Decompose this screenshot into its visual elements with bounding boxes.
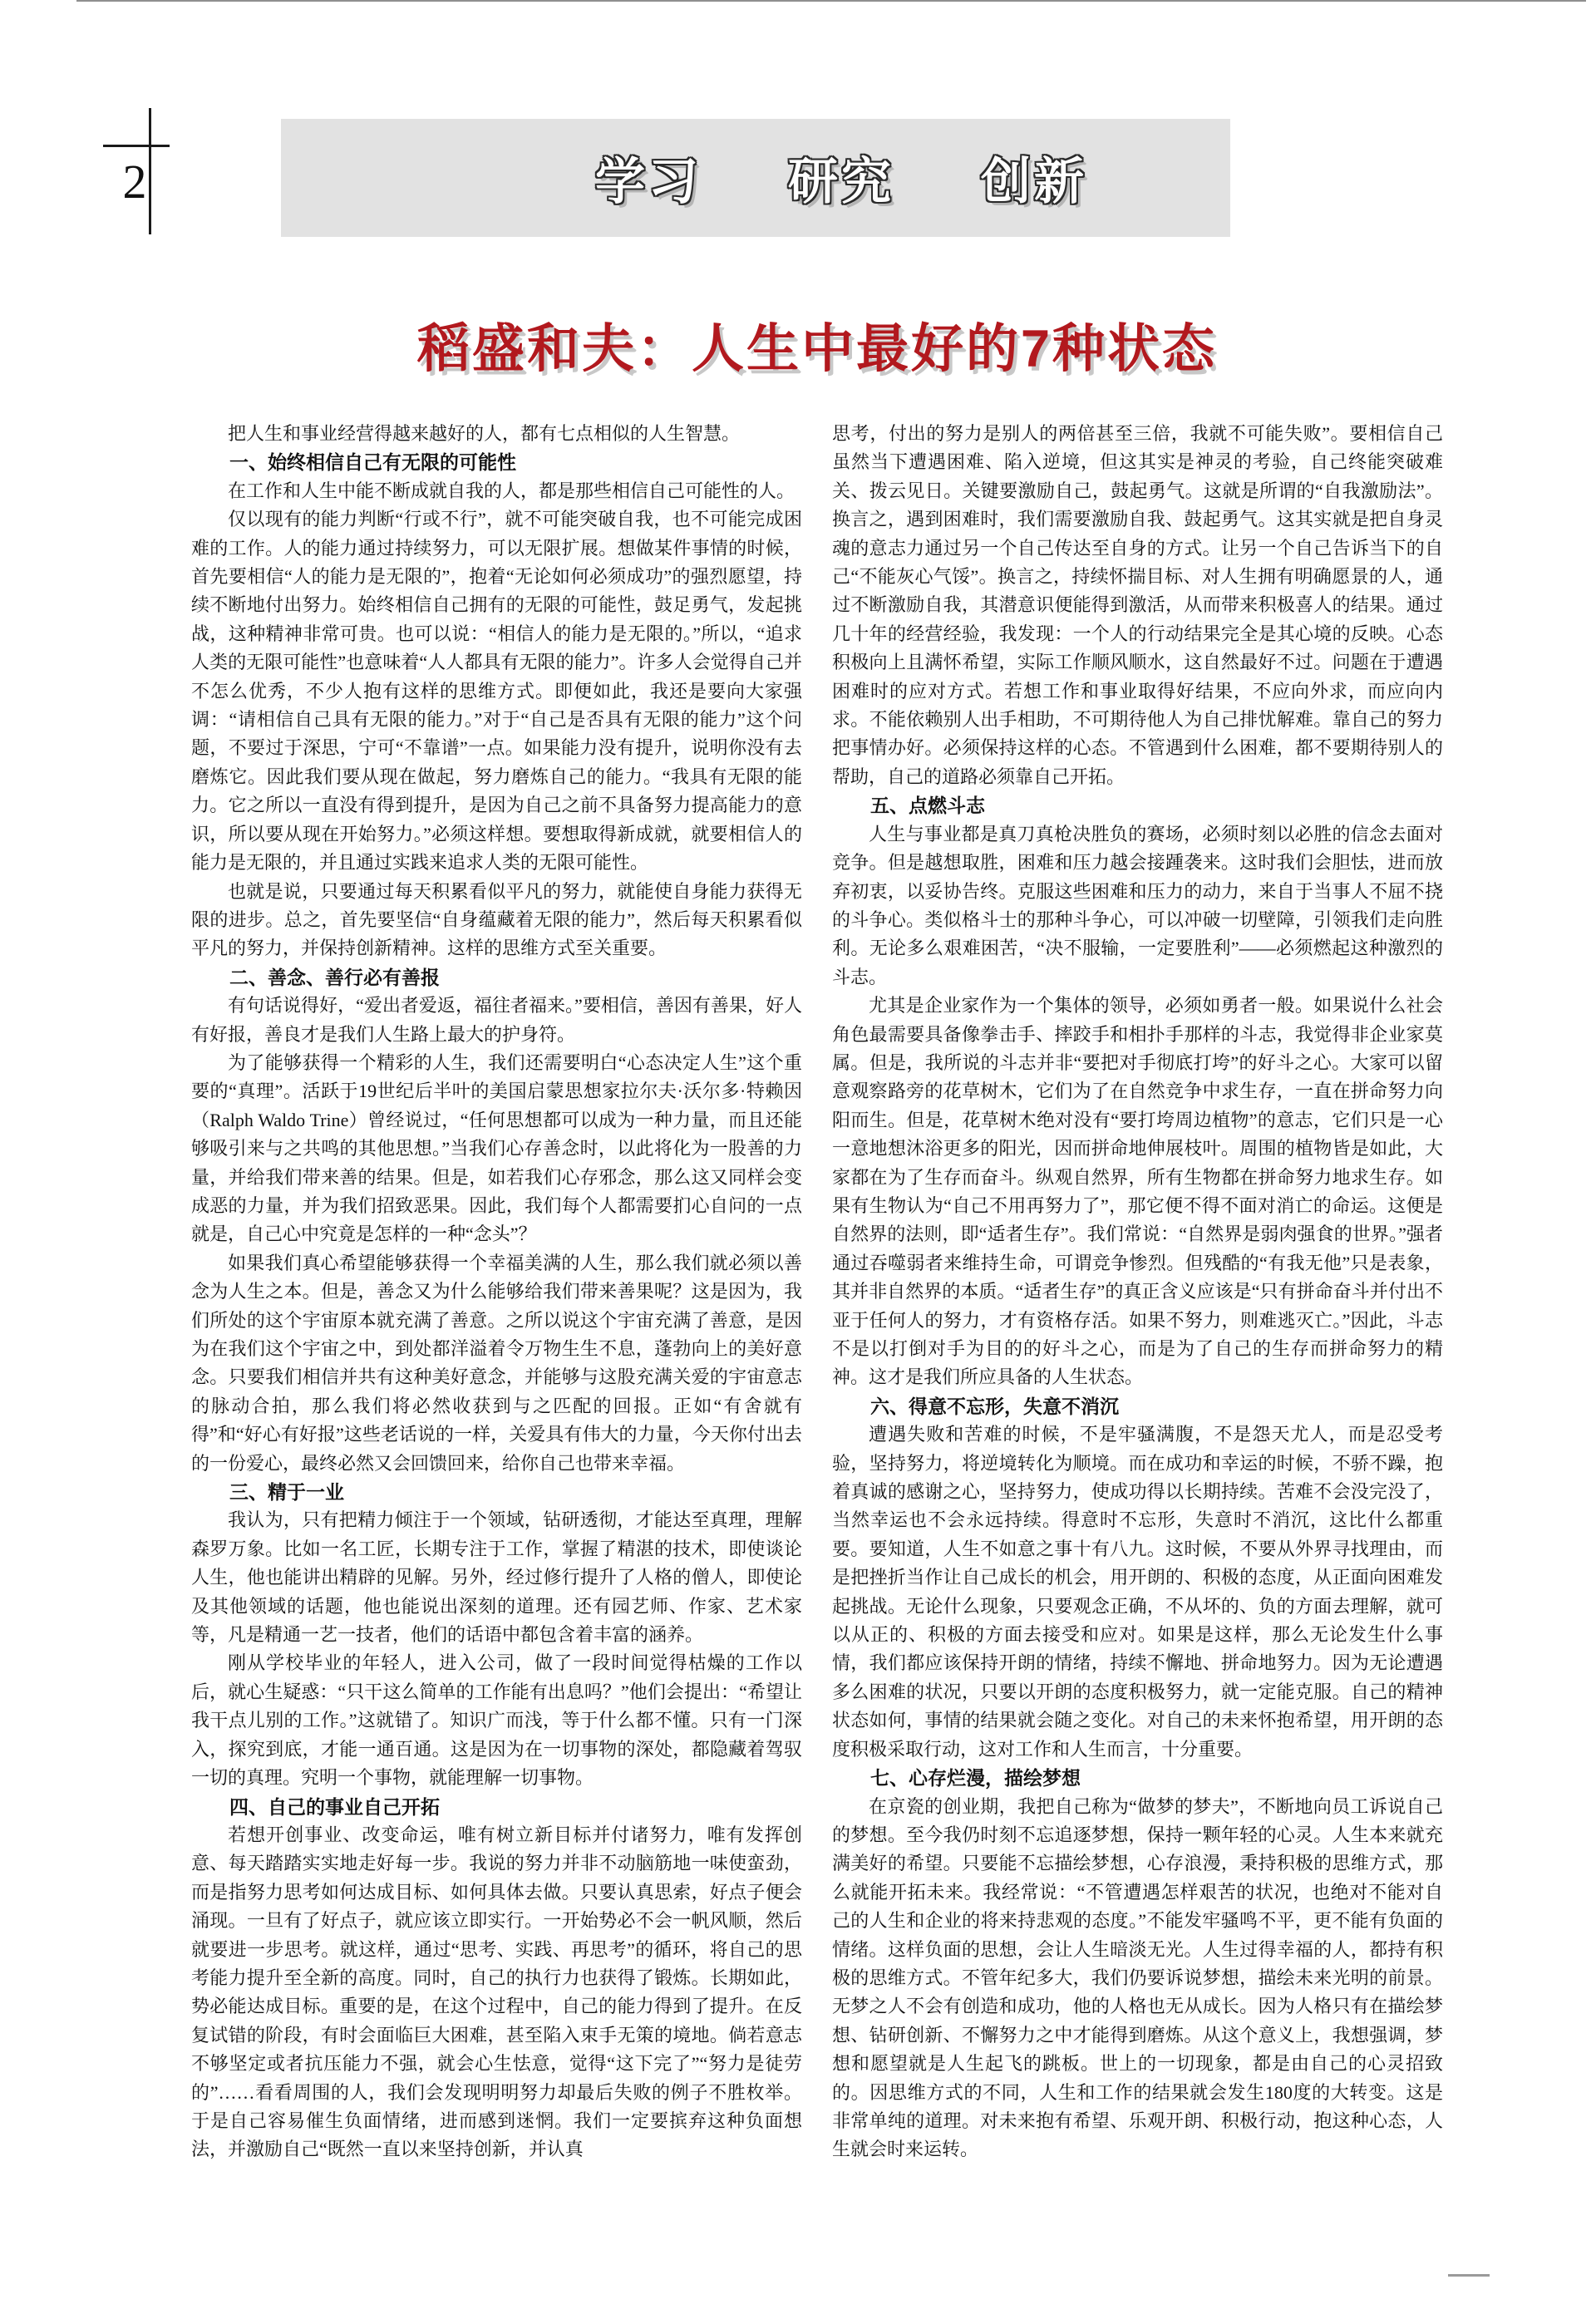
section-heading: 三、精于一业 bbox=[229, 1481, 344, 1504]
top-trim-rule bbox=[76, 0, 1586, 2]
body-paragraph: 有句话说得好，“爱出者爱返，福往者福来。”要相信，善因有善果，好人有好报，善良才是我们人生路上最大的护身符。 bbox=[191, 995, 802, 1045]
body-paragraph: 人生与事业都是真刀真枪决胜负的赛场，必须时刻以必胜的信念去面对竞争。但是越想取胜，困难和压力越会接踵袭来。这时我们会胆怯，进而放弃初衷，以妥协告终。克服这些困难和压力的动力，来自于当事人不屈不挠的斗争心。类似格斗士的那种斗争心，可以冲破一切壁障，引领我们走向胜利。无论多么艰难困苦，“决不服输，一定要胜利”——必须燃起这种激烈的斗志。 bbox=[832, 823, 1443, 987]
body-paragraph: 为了能够获得一个精彩的人生，我们还需要明白“心态决定人生”这个重要的“真理”。活跃于19世纪后半叶的美国启蒙思想家拉尔夫·沃尔多·特赖因（Ralph Waldo Trine）曾经说过，“任何思想都可以成为一种力量，而且还能够吸引来与之共鸣的其他思想。”当我们心存善念时，以此将化为一股善的力量，并给我们带来善的结果。但是，如若我们心存邪念，那么这又同样会变成恶的力量，并为我们招致恶果。因此，我们每个人都需要扪心自问的一点就是，自己心中究竟是怎样的一种“念头”？ bbox=[191, 1051, 802, 1245]
body-paragraph: 若想开创事业、改变命运，唯有树立新目标并付诸努力，唯有发挥创意、每天踏踏实实地走好每一步。我说的努力并非不动脑筋地一味使蛮劲，而是指努力思考如何达成目标、如何具体去做。只要认真思索，好点子便会涌现。一旦有了好点子，就应该立即实行。一开始势必不会一帆风顺，然后就要进一步思考。就这样，通过“思考、实践、再思考”的循环，将自己的思考能力提升至全新的高度。同时，自己的执行力也获得了锻炼。长期如此，势必能达成目标。重要的是，在这个过程中，自己的能力得到了提升。在反复试错的阶段，有时会面临巨大困难，甚至陷入束手无策的境地。倘若意志不够坚定或者抗压能力不强，就会心生怯意，觉得“这下完了”“努力是徒劳的”……看看周围的人，我们会发现明明努力却最后失败的例子不胜枚举。于是自己容易催生负面情绪，进而感到迷惘。我们一定要摈弃这种负面想法，并激励自己“既然一直以来坚持创新，并认真 bbox=[191, 1824, 802, 2160]
section-heading: 二、善念、善行必有善报 bbox=[229, 966, 440, 988]
section-heading: 六、得意不忘形，失意不消沉 bbox=[870, 1395, 1119, 1417]
body-paragraph: 我认为，只有把精力倾注于一个领域，钻研透彻，才能达至真理，理解森罗万象。比如一名工匠，长期专注于工作，掌握了精湛的技术，即使谈论人生，他也能讲出精辟的见解。另外，经过修行提升了人格的僧人，即使论及其他领域的话题，他也能说出深刻的道理。还有园艺师、作家、艺术家等，凡是精通一艺一技者，他们的话语中都包含着丰富的涵养。 bbox=[191, 1509, 802, 1646]
banner-word-study: 学习 bbox=[595, 154, 702, 209]
section-heading: 五、点燃斗志 bbox=[870, 795, 985, 817]
body-paragraph: 遭遇失败和苦难的时候，不是牢骚满腹，不是怨天尤人，而是忍受考验，坚持努力，将逆境转化为顺境。而在成功和幸运的时候，不骄不躁，抱着真诚的感谢之心，坚持努力，使成功得以长期持续。苦难不会没完没了，当然幸运也不会永远持续。得意时不忘形，失意时不消沉，这比什么都重要。要知道，人生不如意之事十有八九。这时候，不要从外界寻找理由，而是把挫折当作让自己成长的机会，用开朗的、积极的态度，从正面向困难发起挑战。无论什么现象，只要观念正确，不从坏的、负的方面去理解，就可以从正的、积极的方面去接受和应对。如果是这样，那么无论发生什么事情，我们都应该保持开朗的情绪，持续不懈地、拼命地努力。因为无论遭遇多么困难的状况，只要以开朗的态度积极努力，就一定能克服。自己的精神状态如何，事情的结果就会随之变化。对自己的未来怀抱希望，用开朗的态度积极采取行动，这对工作和人生而言，十分重要。 bbox=[832, 1424, 1443, 1760]
body-paragraph: 在工作和人生中能不断成就自我的人，都是那些相信自己可能性的人。 bbox=[228, 480, 796, 501]
banner-word-innovate: 创新 bbox=[981, 154, 1087, 209]
body-paragraph: 在京瓷的创业期，我把自己称为“做梦的梦夫”，不断地向员工诉说自己的梦想。至今我仍时刻不忘追逐梦想，保持一颗年轻的心灵。人生本来就充满美好的希望。只要能不忘描绘梦想，心存浪漫，秉持积极的思维方式，那么就能开拓未来。我经常说：“不管遭遇怎样艰苦的状况，也绝对不能对自己的人生和企业的将来持悲观的态度。”不能发牢骚鸣不平，更不能有负面的情绪。这样负面的思想，会让人生暗淡无光。人生过得幸福的人，都持有积极的思维方式。不管年纪多大，我们仍要诉说梦想，描绘未来光明的前景。无梦之人不会有创造和成功，他的人格也无从成长。因为人格只有在描绘梦想、钻研创新、不懈努力之中才能得到磨炼。从这个意义上，我想强调，梦想和愿望就是人生起飞的跳板。世上的一切现象，都是由自己的心灵招致的。因思维方式的不同，人生和工作的结果就会发生180度的大转变。这是非常单纯的道理。对未来抱有希望、乐观开朗、积极行动，抱这种心态，人生就会时来运转。 bbox=[832, 1795, 1443, 2160]
body-paragraph: 也就是说，只要通过每天积累看似平凡的努力，就能使自身能力获得无限的进步。总之，首先要坚信“自身蕴藏着无限的能力”，然后每天积累看似平凡的努力，并保持创新精神。这样的思维方式至关重要。 bbox=[191, 880, 802, 959]
registration-mark-horizontal bbox=[103, 145, 170, 147]
body-paragraph: 仅以现有的能力判断“行或不行”，就不可能突破自我，也不可能完成困难的工作。人的能力通过持续努力，可以无限扩展。想做某件事情的时候，首先要相信“人的能力是无限的”，抱着“无论如何必须成功”的强烈愿望，持续不断地付出努力。始终相信自己拥有的无限的可能性，鼓足勇气，发起挑战，这种精神非常可贵。也可以说：“相信人的能力是无限的。”所以，“追求人类的无限可能性”也意味着“人人都具有无限的能力”。许多人会觉得自己并不怎么优秀，不少人抱有这样的思维方式。即便如此，我还是要向大家强调：“请相信自己具有无限的能力。”对于“自己是否具有无限的能力”这个问题，不要过于深思，宁可“不靠谱”一点。如果能力没有提升，说明你没有去磨炼它。因此我们要从现在做起，努力磨炼自己的能力。“我具有无限的能力。它之所以一直没有得到提升，是因为自己之前不具备努力提高能力的意识，所以要从现在开始努力。”必须这样想。要想取得新成就，就要相信人的能力是无限的，并且通过实践来追求人类的无限可能性。 bbox=[191, 509, 802, 874]
bottom-trim-mark bbox=[1448, 2274, 1490, 2277]
article-title: 稻盛和夫：人生中最好的7种状态 bbox=[416, 320, 1218, 378]
article-body bbox=[191, 420, 1443, 2164]
section-heading: 一、始终相信自己有无限的可能性 bbox=[229, 451, 516, 474]
page-number: 2 bbox=[122, 155, 147, 209]
body-paragraph: 刚从学校毕业的年轻人，进入公司，做了一段时间觉得枯燥的工作以后，就心生疑惑：“只干这么简单的工作能有出息吗？”他们会提出：“希望让我干点儿别的工作。”这就错了。知识广而浅，等于什么都不懂。只有一门深入，探究到底，才能一通百通。这是因为在一切事物的深处，都隐藏着驾驭一切的真理。究明一个事物，就能理解一切事物。 bbox=[191, 1652, 802, 1789]
header-banner bbox=[281, 119, 1230, 237]
body-paragraph: 把人生和事业经营得越来越好的人，都有七点相似的人生智慧。 bbox=[228, 423, 741, 444]
article-column-right bbox=[832, 420, 1443, 2164]
body-paragraph: 尤其是企业家作为一个集体的领导，必须如勇者一般。如果说什么社会角色最需要具备像拳击手、摔跤手和相扑手那样的斗志，我觉得非企业家莫属。但是，我所说的斗志并非“要把对手彻底打垮”的好斗之心。大家可以留意观察路旁的花草树木，它们为了在自然竞争中求生存，一直在拼命努力向阳而生。但是，花草树木绝对没有“要打垮周边植物”的意志，它们只是一心一意地想沐浴更多的阳光，因而拼命地伸展枝叶。周围的植物皆是如此，大家都在为了生存而奋斗。纵观自然界，所有生物都在拼命努力地求生存。如果有生物认为“自己不用再努力了”，那它便不得不面对消亡的命运。这便是自然界的法则，即“适者生存”。我们常说：“自然界是弱肉强食的世界。”强者通过吞噬弱者来维持生命，可谓竞争惨烈。但残酷的“有我无他”只是表象，其并非自然界的本质。“适者生存”的真正含义应该是“只有拼命奋斗并付出不亚于任何人的努力，才有资格存活。如果不努力，则难逃灭亡。”因此，斗志不是以打倒对手为目的的好斗之心，而是为了自己的生存而拼命努力的精神。这才是我们所应具备的人生状态。 bbox=[832, 995, 1443, 1388]
article-column-left bbox=[191, 420, 802, 2164]
banner-word-research: 研究 bbox=[788, 154, 894, 209]
body-paragraph: 如果我们真心希望能够获得一个幸福美满的人生，那么我们就必须以善念为人生之本。但是，善念又为什么能够给我们带来善果呢？这是因为，我们所处的这个宇宙原本就充满了善意。之所以说这个宇宙充满了善意，是因为在我们这个宇宙之中，到处都洋溢着令万物生生不息，蓬勃向上的美好意念。只要我们相信并共有这种美好意念，并能够与这股充满关爱的宇宙意志的脉动合拍，那么我们将必然收获到与之匹配的回报。正如“有舍就有得”和“好心有好报”这些老话说的一样，关爱具有伟大的力量，今天你付出去的一份爱心，最终必然又会回馈回来，给你自己也带来幸福。 bbox=[191, 1252, 802, 1474]
section-heading: 七、心存烂漫，描绘梦想 bbox=[870, 1767, 1081, 1790]
section-heading: 四、自己的事业自己开拓 bbox=[229, 1795, 440, 1818]
body-paragraph: 思考，付出的努力是别人的两倍甚至三倍，我就不可能失败”。要相信自己虽然当下遭遇困难、陷入逆境，但这其实是神灵的考验，自己终能突破难关、拨云见日。关键要激励自己，鼓起勇气。这就是所谓的“自我激励法”。换言之，遇到困难时，我们需要激励自我、鼓起勇气。这其实就是把自身灵魂的意志力通过另一个自己传达至自身的方式。让另一个自己告诉当下的自己“不能灰心气馁”。换言之，持续怀揣目标、对人生拥有明确愿景的人，通过不断激励自我，其潜意识便能得到激活，从而带来积极喜人的结果。通过几十年的经营经验，我发现：一个人的行动结果完全是其心境的反映。心态积极向上且满怀希望，实际工作顺风顺水，这自然最好不过。问题在于遭遇困难时的应对方式。若想工作和事业取得好结果，不应向外求，而应向内求。不能依赖别人出手相助，不可期待他人为自己排忧解难。靠自己的努力把事情办好。必须保持这样的心态。不管遇到什么困难，都不要期待别人的帮助，自己的道路必须靠自己开拓。 bbox=[832, 423, 1443, 787]
